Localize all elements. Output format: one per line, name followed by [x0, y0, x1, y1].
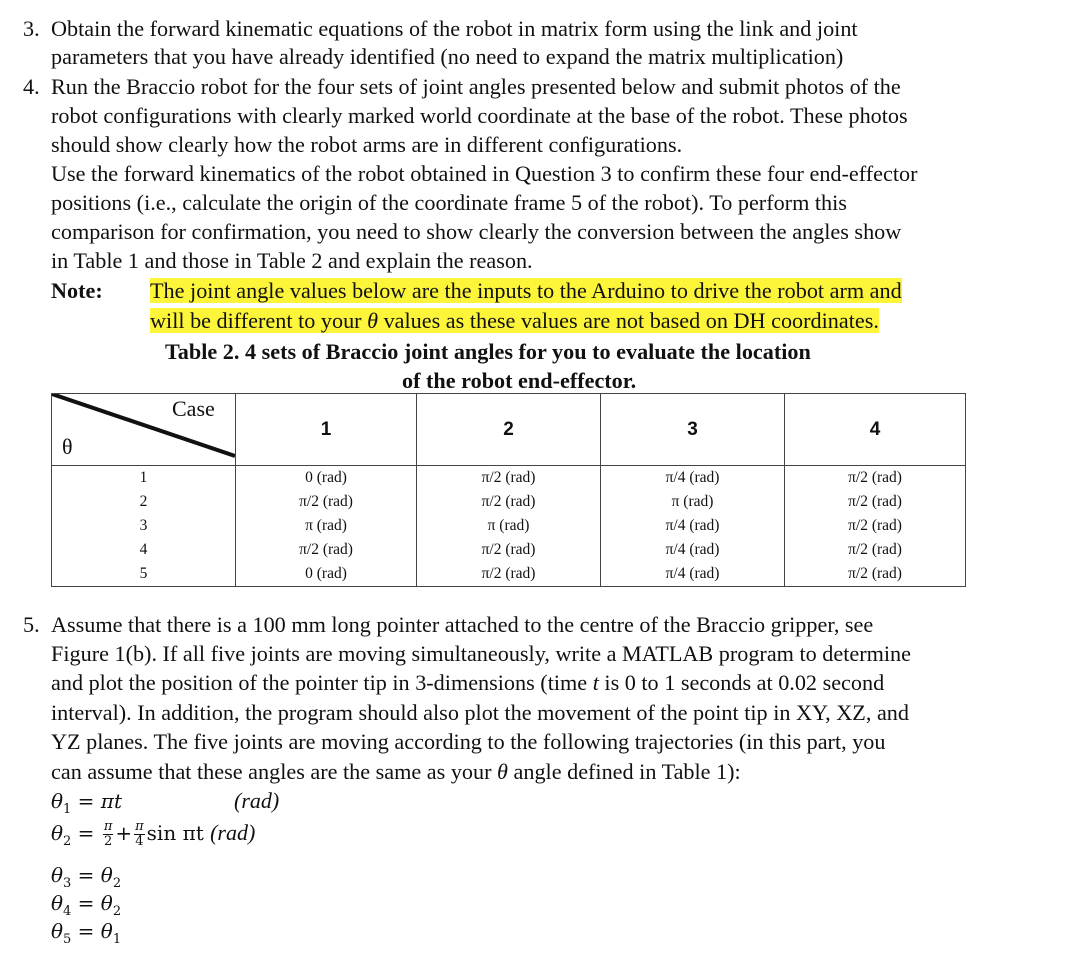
q4-line-2: robot configurations with clearly marked world coordinate at the base of the robot. These photos — [51, 103, 908, 128]
fraction-pi-over-2: $\frac{\pi}{2}$ — [103, 819, 113, 849]
equation-theta1-unit: (rad) — [234, 788, 280, 813]
angle-value: π/2 (rad) — [299, 493, 353, 510]
fraction-pi-over-4: $\frac{\pi}{4}$ — [135, 819, 144, 849]
q4-line-3: should show clearly how the robot arms are in different configurations. — [51, 132, 683, 157]
angle-value: π/2 (rad) — [299, 541, 353, 558]
joint-index: 1 — [139, 469, 148, 486]
q5-line-1: Assume that there is a 100 mm long pointer attached to the centre of the Braccio gripper, see — [51, 612, 874, 637]
q5-line-5: YZ planes. The five joints are moving according to the following trajectories (in this part, you — [51, 729, 886, 754]
case-4-values — [785, 466, 966, 587]
angle-value: π/2 (rad) — [481, 565, 536, 582]
q3-line-1: Obtain the forward kinematic equations of the robot in matrix form using the link and joint — [51, 16, 858, 41]
q3-line-2: parameters that you have already identified (no need to expand the matrix multiplication) — [51, 44, 844, 69]
angle-value: π (rad) — [487, 517, 530, 534]
equation-theta4: $\theta_4 = \theta_2$ — [51, 891, 122, 919]
joint-index: 4 — [139, 541, 148, 558]
q5-line-4: interval). In addition, the program should also plot the movement of the point tip in XY, XZ, and — [51, 700, 909, 725]
corner-cell — [52, 394, 236, 466]
q4-line-6: comparison for confirmation, you need to show clearly the conversion between the angles show — [51, 219, 902, 244]
angle-value: 0 (rad) — [305, 469, 347, 486]
angle-value: π/2 (rad) — [848, 493, 902, 510]
q5-line-2: Figure 1(b). If all five joints are moving simultaneously, write a MATLAB program to determine — [51, 641, 911, 666]
angle-value: π/4 (rad) — [665, 469, 720, 486]
corner-case-label: Case — [172, 396, 215, 421]
angle-value: π/4 (rad) — [665, 541, 720, 558]
corner-theta-label: θ — [62, 434, 73, 459]
note-highlight-1: The joint angle values below are the inputs to the Arduino to drive the robot arm and — [150, 278, 902, 303]
joint-angle-table — [51, 393, 966, 587]
case-header-2: 2 — [417, 394, 601, 466]
q4-line-5: positions (i.e., calculate the origin of the coordinate frame 5 of the robot). To perform this — [51, 190, 847, 215]
angle-value: π (rad) — [671, 493, 714, 510]
angle-value: π/2 (rad) — [848, 565, 902, 582]
q4-number: 4. — [23, 74, 40, 99]
angle-value: π (rad) — [305, 517, 347, 534]
equation-theta2: $\theta_2$ = $\frac{\pi}{2}$ + $\frac{\pi}{4}$ sin πt (rad) — [51, 819, 256, 849]
table-caption-2: of the robot end-effector. — [402, 368, 637, 393]
joint-index: 2 — [139, 493, 148, 510]
q5-number: 5. — [23, 612, 40, 637]
theta-symbol: θ — [367, 308, 379, 333]
q4-line-4: Use the forward kinematics of the robot obtained in Question 3 to confirm these four end-effector — [51, 161, 918, 186]
note-highlight-2: will be different to your θ values as these values are not based on DH coordinates. — [150, 308, 879, 333]
angle-value: π/2 (rad) — [481, 469, 536, 486]
angle-value: π/2 (rad) — [481, 541, 536, 558]
joint-index: 3 — [139, 517, 148, 534]
joint-index: 5 — [139, 565, 148, 582]
q5-line-3: and plot the position of the pointer tip in 3-dimensions (time t is 0 to 1 seconds at 0.02 second — [51, 670, 885, 695]
angle-value: 0 (rad) — [305, 565, 347, 582]
joint-index-cell — [52, 466, 236, 587]
angle-value: π/2 (rad) — [848, 541, 902, 558]
equation-theta3: $\theta_3 = \theta_2$ — [51, 863, 122, 891]
note-label: Note: — [51, 278, 103, 303]
angle-value: π/4 (rad) — [665, 517, 720, 534]
equation-theta5: $\theta_5 = \theta_1$ — [51, 919, 122, 947]
q4-line-7: in Table 1 and those in Table 2 and explain the reason. — [51, 248, 533, 273]
case-header-3: 3 — [601, 394, 785, 466]
case-2-values — [417, 466, 601, 587]
q5-line-6: can assume that these angles are the same as your θ angle defined in Table 1): — [51, 759, 741, 784]
case-header-4: 4 — [785, 394, 966, 466]
equation-theta1: $\theta_1 = \pi t$ — [51, 789, 122, 817]
angle-value: π/2 (rad) — [481, 493, 536, 510]
angle-value: π/2 (rad) — [848, 517, 902, 534]
q4-line-1: Run the Braccio robot for the four sets of joint angles presented below and submit photos of the — [51, 74, 901, 99]
case-3-values — [601, 466, 785, 587]
note-line-2 — [150, 306, 879, 335]
angle-value: π/2 (rad) — [848, 469, 902, 486]
table-header-row — [52, 394, 966, 466]
note-line-1 — [150, 276, 902, 305]
case-1-values — [236, 466, 417, 587]
angle-value: π/4 (rad) — [665, 565, 720, 582]
case-header-1: 1 — [236, 394, 417, 466]
table-caption-1: Table 2. 4 sets of Braccio joint angles for you to evaluate the location — [165, 339, 811, 364]
table-body-row — [52, 466, 966, 587]
q3-number: 3. — [23, 16, 40, 41]
